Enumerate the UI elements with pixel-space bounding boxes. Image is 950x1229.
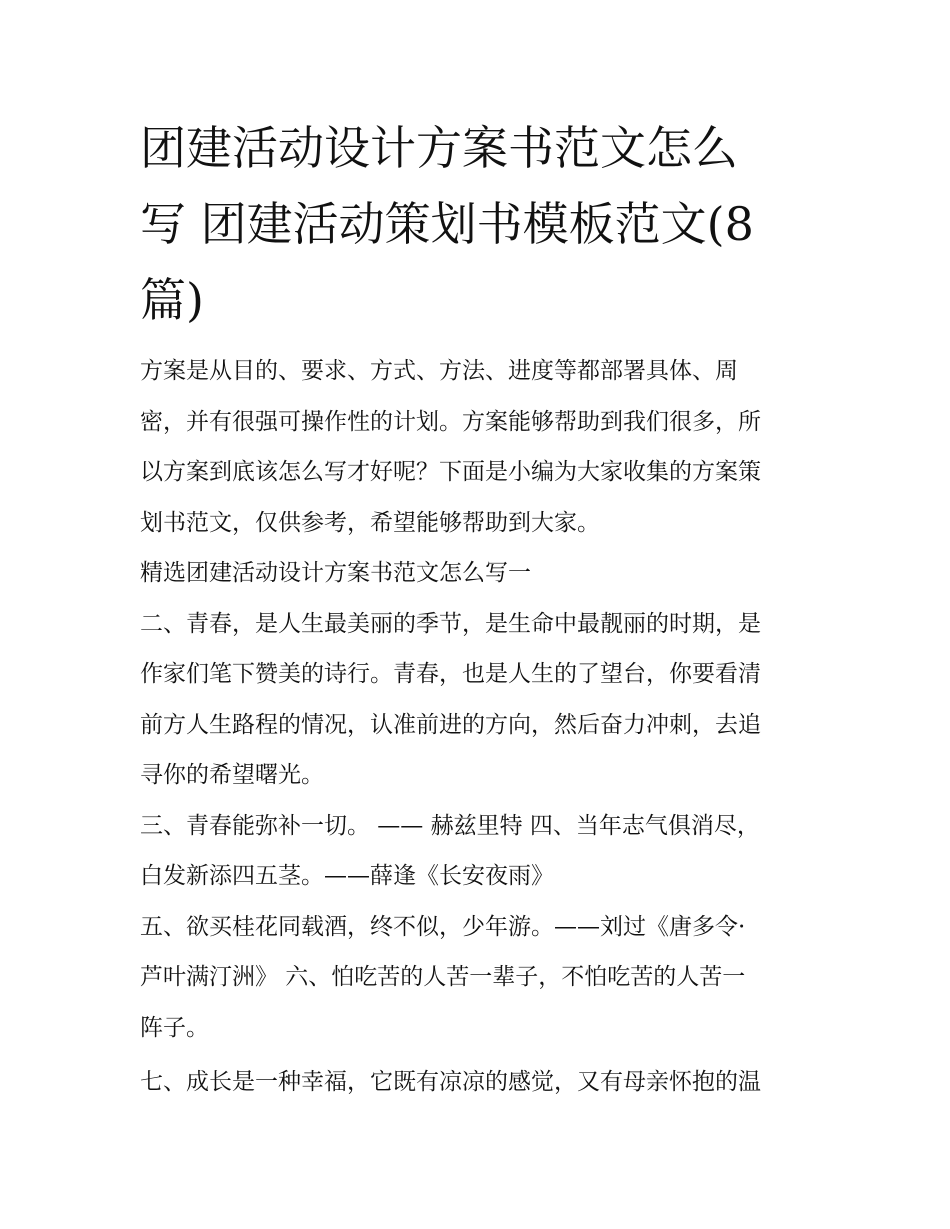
para3-line-1: 三、青春能弥补一切。 —— 赫兹里特 四、当年志气俱消尽， — [140, 812, 760, 839]
intro-paragraph — [140, 346, 812, 548]
document-page — [140, 110, 812, 1108]
para5-line-1: 七、成长是一种幸福，它既有凉凉的感觉，又有母亲怀抱的温 — [140, 1069, 761, 1095]
title-line-1: 团建活动设计方案书范文怎么 — [140, 121, 738, 175]
paragraph-four — [140, 902, 812, 1054]
title-line-2: 写 团建活动策划书模板范文(8 — [140, 197, 754, 251]
paragraph-two — [140, 599, 812, 801]
para3-line-2: 白发新添四五茎。——薛逢《长安夜雨》 — [140, 863, 554, 889]
para2-line-4: 寻你的希望曙光。 — [140, 762, 324, 788]
para4-line-2: 芦叶满汀洲》 六、怕吃苦的人苦一辈子，不怕吃苦的人苦一 — [140, 964, 746, 990]
intro-line-4: 划书范文，仅供参考，希望能够帮助到大家。 — [140, 509, 600, 536]
para4-line-3: 阵子。 — [140, 1014, 209, 1041]
paragraph-three — [140, 801, 812, 902]
para2-line-1: 二、青春，是人生最美丽的季节，是生命中最靓丽的时期，是 — [140, 610, 761, 637]
para4-line-1: 五、欲买桂花同载酒，终不似，少年游。——刘过《唐多令· — [140, 913, 746, 940]
intro-line-2: 密，并有很强可操作性的计划。方案能够帮助到我们很多，所 — [140, 408, 761, 435]
title-line-3: 篇) — [140, 273, 204, 327]
paragraph-five — [140, 1057, 812, 1108]
intro-line-1: 方案是从目的、要求、方式、方法、进度等都部署具体、周 — [140, 358, 738, 384]
para2-line-2: 作家们笔下赞美的诗行。青春，也是人生的了望台，你要看清 — [140, 661, 761, 687]
intro-line-3: 以方案到底该怎么写才好呢？下面是小编为大家收集的方案策 — [140, 459, 761, 485]
document-title — [140, 110, 812, 338]
section-heading: 精选团建活动设计方案书范文怎么写一 — [140, 560, 531, 586]
para2-line-3: 前方人生路程的情况，认准前进的方向，然后奋力冲刺，去追 — [140, 711, 761, 738]
